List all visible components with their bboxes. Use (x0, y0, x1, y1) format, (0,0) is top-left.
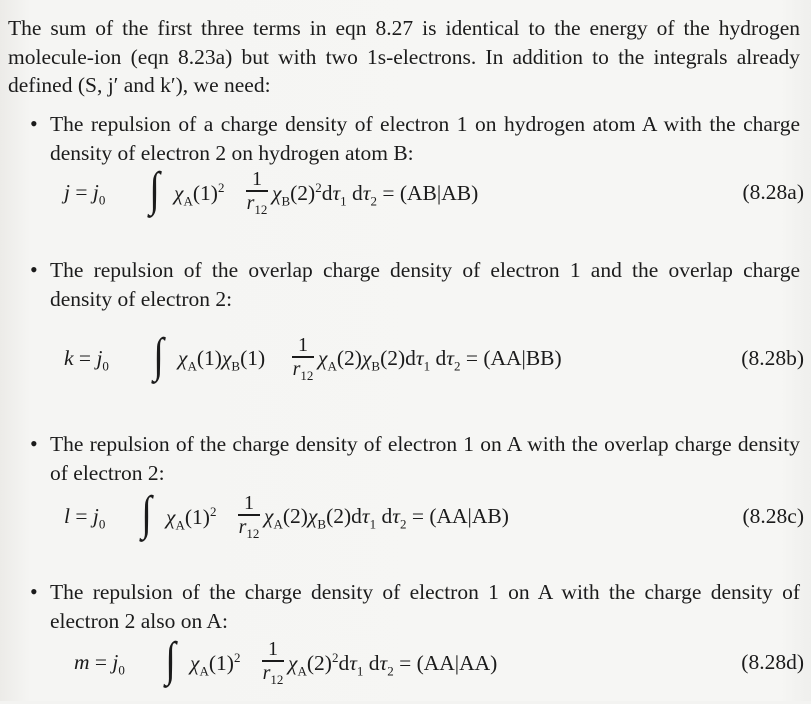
equation-8-28a (64, 163, 804, 234)
equation-8-28d (64, 633, 804, 704)
bullet-dot: • (30, 431, 38, 456)
bullet-text: The repulsion of the overlap charge density of electron 1 and the overlap charge density of electron 2: (50, 258, 800, 311)
integrand-left: $\chi_A(1)\chi_B(1)$ (178, 346, 266, 374)
fraction (260, 638, 286, 691)
bullet-dot: • (30, 257, 38, 282)
integral-sign: ∫ (141, 487, 152, 540)
equation-lhs: $m = j_0$ (74, 650, 125, 678)
equation-lhs: $k = j_0$ (64, 346, 109, 374)
intro-paragraph: The sum of the first three terms in eqn 8.27 is identical to the energy of the hydrogen molecule-ion (eqn 8.23a) but with two 1s-electrons. In addition to the integrals already defined (S, j′ and k′), we need: (8, 16, 800, 97)
bullet-text: The repulsion of the charge density of electron 1 on A with the overlap charge density of electron 2: (50, 432, 800, 485)
integrand-left: $\chi_A(1)^2$ (166, 504, 217, 533)
integrand-right: $\chi_A(2)\chi_B(2)d\tau_1$ $d\tau_2 = (AA|BB)$ (318, 346, 562, 374)
integrand-left: $\chi_A(1)^2$ (174, 180, 225, 209)
bullet-dot: • (30, 111, 38, 136)
fraction-numerator: 1 (244, 492, 254, 514)
fraction-denominator: $r_{12}$ (292, 357, 314, 383)
fraction (236, 492, 262, 545)
bullet-dot: • (30, 579, 38, 604)
integral-sign: ∫ (153, 329, 164, 382)
bullet-text: The repulsion of a charge density of electron 1 on hydrogen atom A with the charge density of electron 2 on hydrogen atom B: (50, 112, 800, 165)
equation-number: (8.28a) (742, 180, 804, 204)
integrand-right: $\chi_B(2)^2d\tau_1$ $d\tau_2 = (AB|AB)$ (272, 180, 479, 209)
integrand-right: $\chi_A(2)^2d\tau_1$ $d\tau_2 = (AA|AA)$ (288, 650, 498, 679)
equation-8-28c (64, 487, 804, 558)
fraction-numerator: 1 (298, 334, 308, 356)
fraction-numerator: 1 (252, 168, 262, 190)
fraction-denominator: $r_{12}$ (262, 661, 284, 687)
fraction (244, 168, 270, 221)
equation-number: (8.28c) (742, 504, 804, 528)
equation-lhs: $j = j_0$ (64, 180, 106, 208)
fraction-numerator: 1 (268, 638, 278, 660)
equation-number: (8.28d) (741, 650, 804, 674)
equation-lhs: $l = j_0$ (64, 504, 106, 532)
fraction-denominator: $r_{12}$ (238, 515, 260, 541)
integrand-left: $\chi_A(1)^2$ (190, 650, 241, 679)
fraction-denominator: $r_{12}$ (246, 191, 268, 217)
integral-sign: ∫ (149, 163, 160, 216)
fraction (290, 334, 316, 387)
equation-8-28b (64, 329, 804, 400)
integral-sign: ∫ (165, 633, 176, 686)
integrand-right: $\chi_A(2)\chi_B(2)d\tau_1$ $d\tau_2 = (AA|AB)$ (264, 504, 509, 532)
bullet-text: The repulsion of the charge density of electron 1 on A with the charge density of electron 2 also on A: (50, 580, 800, 633)
equation-number: (8.28b) (741, 346, 804, 370)
